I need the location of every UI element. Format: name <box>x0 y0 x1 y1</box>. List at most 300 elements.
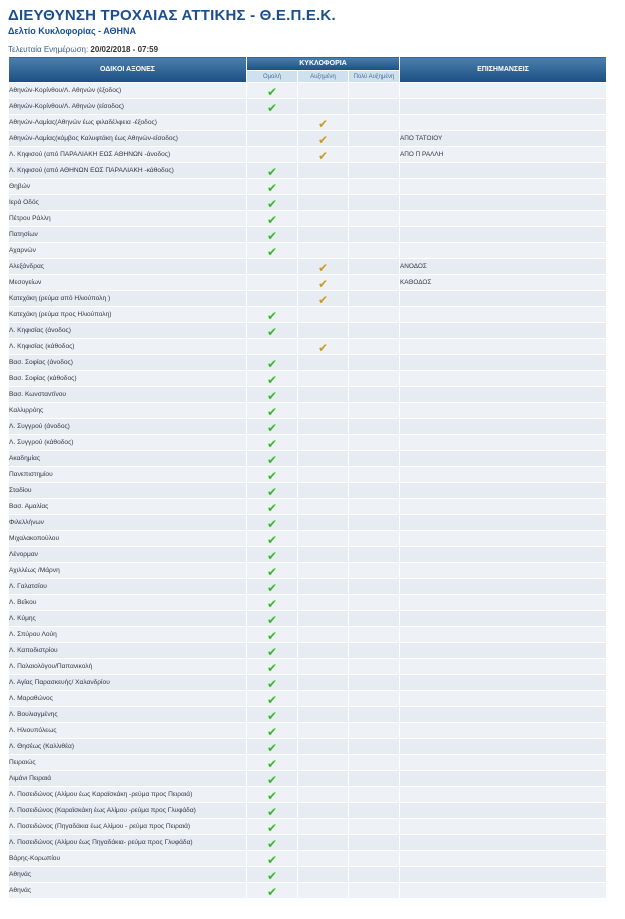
table-row <box>9 131 607 147</box>
traffic-cell-normal <box>247 115 298 131</box>
traffic-cell-increased <box>298 883 349 899</box>
remark <box>400 739 607 755</box>
checkmark-icon: ✔ <box>266 308 278 323</box>
remark: ΚΑΘΟΔΟΣ <box>400 275 607 291</box>
remark <box>400 83 607 99</box>
remark <box>400 563 607 579</box>
checkmark-icon: ✔ <box>266 548 278 563</box>
traffic-cell-very-increased <box>349 291 400 307</box>
remark <box>400 643 607 659</box>
traffic-cell-increased <box>298 771 349 787</box>
table-row <box>9 291 607 307</box>
remark <box>400 387 607 403</box>
road-name: Βασ. Αμαλίας <box>9 499 247 515</box>
traffic-cell-normal <box>247 611 298 627</box>
remark <box>400 771 607 787</box>
checkmark-icon: ✔ <box>266 452 278 467</box>
column-header-traffic: ΚΥΚΛΟΦΟΡΙΑ <box>247 57 400 71</box>
table-row <box>9 531 607 547</box>
table-row <box>9 643 607 659</box>
traffic-cell-very-increased <box>349 867 400 883</box>
traffic-cell-increased <box>298 259 349 275</box>
traffic-cell-normal <box>247 339 298 355</box>
traffic-cell-normal <box>247 179 298 195</box>
checkmark-icon: ✔ <box>266 884 278 899</box>
traffic-cell-normal <box>247 291 298 307</box>
traffic-cell-very-increased <box>349 691 400 707</box>
road-name: Μιχαλακοπούλου <box>9 531 247 547</box>
remark <box>400 227 607 243</box>
remark <box>400 547 607 563</box>
traffic-cell-very-increased <box>349 403 400 419</box>
checkmark-icon: ✔ <box>266 788 278 803</box>
road-name: Αθηνάς <box>9 883 247 899</box>
checkmark-icon: ✔ <box>266 580 278 595</box>
traffic-cell-increased <box>298 323 349 339</box>
checkmark-icon: ✔ <box>266 164 278 179</box>
traffic-cell-increased <box>298 83 349 99</box>
table-row <box>9 851 607 867</box>
traffic-cell-increased <box>298 611 349 627</box>
traffic-cell-very-increased <box>349 259 400 275</box>
table-row <box>9 515 607 531</box>
checkmark-icon: ✔ <box>266 756 278 771</box>
road-name: Αθηνάς <box>9 867 247 883</box>
traffic-cell-very-increased <box>349 147 400 163</box>
table-row <box>9 307 607 323</box>
road-name: Λ. Κύμης <box>9 611 247 627</box>
checkmark-icon: ✔ <box>266 180 278 195</box>
road-name: Λ. Ποσειδώνος (Αλίμου έως Πηγαδάκια- ρεύμα προς Γλυφάδα) <box>9 835 247 851</box>
traffic-cell-increased <box>298 195 349 211</box>
traffic-cell-very-increased <box>349 419 400 435</box>
traffic-cell-normal <box>247 675 298 691</box>
column-header-remarks: ΕΠΙΣΗΜΑΝΣΕΙΣ <box>400 57 607 83</box>
checkmark-icon: ✔ <box>317 132 329 147</box>
traffic-cell-very-increased <box>349 83 400 99</box>
remark <box>400 371 607 387</box>
traffic-cell-normal <box>247 659 298 675</box>
traffic-cell-normal <box>247 99 298 115</box>
checkmark-icon: ✔ <box>266 628 278 643</box>
traffic-cell-very-increased <box>349 227 400 243</box>
checkmark-icon: ✔ <box>317 116 329 131</box>
column-header-roads: ΟΔΙΚΟΙ ΑΞΟΝΕΣ <box>9 57 247 83</box>
checkmark-icon: ✔ <box>266 212 278 227</box>
checkmark-icon: ✔ <box>266 852 278 867</box>
road-name: Βασ. Σοφίας (άνοδος) <box>9 355 247 371</box>
table-row <box>9 499 607 515</box>
traffic-cell-very-increased <box>349 387 400 403</box>
road-name: Λ. Ποσειδώνος (Καραϊσκάκη έως Αλίμου -ρεύμα προς Γλυφάδα) <box>9 803 247 819</box>
traffic-cell-normal <box>247 403 298 419</box>
traffic-cell-very-increased <box>349 739 400 755</box>
checkmark-icon: ✔ <box>317 148 329 163</box>
traffic-cell-very-increased <box>349 755 400 771</box>
remark <box>400 451 607 467</box>
table-row <box>9 787 607 803</box>
table-row <box>9 835 607 851</box>
remark <box>400 163 607 179</box>
table-row <box>9 755 607 771</box>
traffic-cell-increased <box>298 163 349 179</box>
remark <box>400 819 607 835</box>
traffic-cell-normal <box>247 467 298 483</box>
checkmark-icon: ✔ <box>266 660 278 675</box>
traffic-cell-very-increased <box>349 307 400 323</box>
traffic-cell-increased <box>298 531 349 547</box>
traffic-cell-normal <box>247 771 298 787</box>
traffic-cell-normal <box>247 739 298 755</box>
road-name: Κατεχάκη (ρεύμα προς Ηλιούπολη) <box>9 307 247 323</box>
table-row <box>9 739 607 755</box>
page-subtitle: Δελτίο Κυκλοφορίας - ΑΘΗΝΑ <box>8 26 137 36</box>
traffic-cell-normal <box>247 419 298 435</box>
traffic-cell-very-increased <box>349 611 400 627</box>
table-row <box>9 419 607 435</box>
traffic-cell-very-increased <box>349 579 400 595</box>
checkmark-icon: ✔ <box>266 564 278 579</box>
traffic-cell-very-increased <box>349 675 400 691</box>
remark <box>400 515 607 531</box>
traffic-cell-increased <box>298 787 349 803</box>
traffic-cell-normal <box>247 563 298 579</box>
traffic-cell-increased <box>298 851 349 867</box>
traffic-cell-normal <box>247 483 298 499</box>
traffic-cell-very-increased <box>349 115 400 131</box>
traffic-cell-increased <box>298 419 349 435</box>
traffic-cell-very-increased <box>349 835 400 851</box>
table-row <box>9 243 607 259</box>
table-row <box>9 611 607 627</box>
traffic-cell-normal <box>247 835 298 851</box>
subheader-normal: Ομαλή <box>247 71 298 83</box>
traffic-cell-increased <box>298 403 349 419</box>
remark <box>400 419 607 435</box>
traffic-cell-increased <box>298 115 349 131</box>
road-name: Βασ. Κωνσταντίνου <box>9 387 247 403</box>
remark <box>400 691 607 707</box>
road-name: Λ. Κηφισού (από ΠΑΡΑΛΙΑΚΗ ΕΩΣ ΑΘΗΝΩΝ -άνοδος) <box>9 147 247 163</box>
road-name: Πειραιώς <box>9 755 247 771</box>
checkmark-icon: ✔ <box>266 468 278 483</box>
traffic-cell-increased <box>298 579 349 595</box>
remark <box>400 707 607 723</box>
traffic-cell-normal <box>247 803 298 819</box>
checkmark-icon: ✔ <box>266 644 278 659</box>
traffic-cell-normal <box>247 867 298 883</box>
traffic-cell-normal <box>247 851 298 867</box>
traffic-cell-increased <box>298 867 349 883</box>
road-name: Αχαρνών <box>9 243 247 259</box>
table-row <box>9 179 607 195</box>
remark <box>400 323 607 339</box>
table-row <box>9 579 607 595</box>
traffic-cell-increased <box>298 563 349 579</box>
traffic-cell-normal <box>247 323 298 339</box>
traffic-cell-very-increased <box>349 627 400 643</box>
traffic-cell-increased <box>298 739 349 755</box>
remark <box>400 659 607 675</box>
page-title: ΔΙΕΥΘΥΝΣΗ ΤΡΟΧΑΙΑΣ ΑΤΤΙΚΗΣ - Θ.Ε.Π.Ε.Κ. <box>8 7 336 24</box>
table-row <box>9 547 607 563</box>
road-name: Λ. Κηφισίας (άνοδος) <box>9 323 247 339</box>
table-row <box>9 627 607 643</box>
remark <box>400 483 607 499</box>
remark <box>400 755 607 771</box>
road-name: Αθηνών-Λαμίας(Αθηνών έως φιλαδέλφεια -έξοδος) <box>9 115 247 131</box>
road-name: Λ. Συγγρού (άνοδος) <box>9 419 247 435</box>
checkmark-icon: ✔ <box>266 356 278 371</box>
checkmark-icon: ✔ <box>266 820 278 835</box>
traffic-cell-normal <box>247 163 298 179</box>
traffic-cell-increased <box>298 435 349 451</box>
traffic-cell-very-increased <box>349 467 400 483</box>
checkmark-icon: ✔ <box>266 244 278 259</box>
traffic-cell-normal <box>247 707 298 723</box>
road-name: Λένορμαν <box>9 547 247 563</box>
traffic-cell-very-increased <box>349 723 400 739</box>
traffic-cell-normal <box>247 819 298 835</box>
subheader-very-increased: Πολύ Αυξημένη <box>349 71 400 83</box>
traffic-cell-very-increased <box>349 243 400 259</box>
table-row <box>9 195 607 211</box>
last-updated <box>8 45 158 54</box>
checkmark-icon: ✔ <box>266 836 278 851</box>
remark <box>400 403 607 419</box>
checkmark-icon: ✔ <box>266 100 278 115</box>
road-name: Κατεχάκη (ρεύμα από Ηλιούπολη ) <box>9 291 247 307</box>
remark <box>400 787 607 803</box>
checkmark-icon: ✔ <box>266 372 278 387</box>
traffic-cell-very-increased <box>349 163 400 179</box>
remark <box>400 355 607 371</box>
traffic-cell-increased <box>298 595 349 611</box>
table-row <box>9 387 607 403</box>
traffic-cell-increased <box>298 755 349 771</box>
traffic-cell-increased <box>298 371 349 387</box>
table-body <box>9 83 607 899</box>
table-row <box>9 115 607 131</box>
road-name: Πανεπιστημίου <box>9 467 247 483</box>
table-row <box>9 147 607 163</box>
table-row <box>9 403 607 419</box>
table-row <box>9 339 607 355</box>
road-name: Πατησίων <box>9 227 247 243</box>
traffic-cell-very-increased <box>349 323 400 339</box>
table-row <box>9 803 607 819</box>
traffic-cell-very-increased <box>349 451 400 467</box>
road-name: Μεσογείων <box>9 275 247 291</box>
checkmark-icon: ✔ <box>317 276 329 291</box>
checkmark-icon: ✔ <box>266 420 278 435</box>
checkmark-icon: ✔ <box>266 612 278 627</box>
road-name: Λ. Αγίας Παρασκευής/ Χαλανδρίου <box>9 675 247 691</box>
table-row <box>9 83 607 99</box>
road-name: Λ. Σπύρου Λούη <box>9 627 247 643</box>
traffic-cell-normal <box>247 787 298 803</box>
traffic-cell-very-increased <box>349 371 400 387</box>
remark <box>400 803 607 819</box>
remark <box>400 179 607 195</box>
traffic-cell-increased <box>298 467 349 483</box>
traffic-cell-increased <box>298 451 349 467</box>
traffic-cell-normal <box>247 211 298 227</box>
remark <box>400 195 607 211</box>
remark: ΑΠΟ ΤΑΤΟΙΟΥ <box>400 131 607 147</box>
traffic-cell-normal <box>247 275 298 291</box>
traffic-cell-increased <box>298 723 349 739</box>
traffic-cell-very-increased <box>349 883 400 899</box>
road-name: Ιερά Οδός <box>9 195 247 211</box>
traffic-cell-very-increased <box>349 659 400 675</box>
traffic-cell-increased <box>298 675 349 691</box>
checkmark-icon: ✔ <box>266 772 278 787</box>
last-updated-label: Τελευταία Ενημέρωση: <box>8 45 89 54</box>
traffic-cell-very-increased <box>349 131 400 147</box>
road-name: Πέτρου Ράλλη <box>9 211 247 227</box>
traffic-cell-increased <box>298 307 349 323</box>
traffic-cell-very-increased <box>349 99 400 115</box>
checkmark-icon: ✔ <box>266 516 278 531</box>
traffic-cell-very-increased <box>349 275 400 291</box>
checkmark-icon: ✔ <box>266 324 278 339</box>
traffic-cell-normal <box>247 755 298 771</box>
traffic-cell-normal <box>247 355 298 371</box>
table-row <box>9 371 607 387</box>
traffic-cell-normal <box>247 451 298 467</box>
traffic-cell-increased <box>298 387 349 403</box>
traffic-cell-very-increased <box>349 595 400 611</box>
checkmark-icon: ✔ <box>266 84 278 99</box>
road-name: Αθηνών-Κορίνθου/Λ. Αθηνών (έξοδος) <box>9 83 247 99</box>
traffic-cell-normal <box>247 371 298 387</box>
traffic-cell-normal <box>247 547 298 563</box>
traffic-cell-very-increased <box>349 515 400 531</box>
table-row <box>9 355 607 371</box>
checkmark-icon: ✔ <box>266 388 278 403</box>
traffic-cell-normal <box>247 723 298 739</box>
traffic-cell-normal <box>247 627 298 643</box>
checkmark-icon: ✔ <box>266 708 278 723</box>
remark <box>400 243 607 259</box>
traffic-cell-increased <box>298 515 349 531</box>
road-name: Φιλελλήνων <box>9 515 247 531</box>
traffic-cell-increased <box>298 643 349 659</box>
remark <box>400 867 607 883</box>
remark <box>400 675 607 691</box>
traffic-cell-increased <box>298 627 349 643</box>
traffic-cell-increased <box>298 211 349 227</box>
traffic-table <box>8 56 607 899</box>
traffic-cell-increased <box>298 707 349 723</box>
checkmark-icon: ✔ <box>266 436 278 451</box>
checkmark-icon: ✔ <box>266 596 278 611</box>
traffic-cell-normal <box>247 243 298 259</box>
traffic-cell-normal <box>247 83 298 99</box>
checkmark-icon: ✔ <box>317 292 329 307</box>
traffic-cell-normal <box>247 195 298 211</box>
traffic-cell-very-increased <box>349 179 400 195</box>
traffic-cell-very-increased <box>349 771 400 787</box>
road-name: Λ. Γαλατσίου <box>9 579 247 595</box>
checkmark-icon: ✔ <box>266 484 278 499</box>
table-row <box>9 723 607 739</box>
table-row <box>9 771 607 787</box>
traffic-cell-increased <box>298 355 349 371</box>
traffic-cell-very-increased <box>349 211 400 227</box>
road-name: Λ. Θησέως (Καλλιθέα) <box>9 739 247 755</box>
traffic-cell-increased <box>298 227 349 243</box>
checkmark-icon: ✔ <box>266 676 278 691</box>
last-updated-value: 20/02/2018 - 07:59 <box>90 45 159 54</box>
road-name: Καλλιρρόης <box>9 403 247 419</box>
table-row <box>9 451 607 467</box>
road-name: Λ. Βουλιαγμένης <box>9 707 247 723</box>
traffic-cell-increased <box>298 291 349 307</box>
table-row <box>9 211 607 227</box>
remark <box>400 435 607 451</box>
traffic-cell-normal <box>247 147 298 163</box>
table-row <box>9 595 607 611</box>
traffic-cell-increased <box>298 179 349 195</box>
checkmark-icon: ✔ <box>266 692 278 707</box>
road-name: Αχιλλέως /Μάρνη <box>9 563 247 579</box>
traffic-cell-increased <box>298 147 349 163</box>
road-name: Λ. Συγγρού (κάθοδος) <box>9 435 247 451</box>
traffic-cell-normal <box>247 307 298 323</box>
traffic-cell-normal <box>247 227 298 243</box>
table-row <box>9 867 607 883</box>
remark <box>400 467 607 483</box>
checkmark-icon: ✔ <box>266 724 278 739</box>
road-name: Αλεξάνδρας <box>9 259 247 275</box>
remark <box>400 595 607 611</box>
checkmark-icon: ✔ <box>266 404 278 419</box>
table-row <box>9 227 607 243</box>
traffic-cell-normal <box>247 579 298 595</box>
road-name: Σταδίου <box>9 483 247 499</box>
table-row <box>9 259 607 275</box>
table-row <box>9 883 607 899</box>
traffic-cell-increased <box>298 835 349 851</box>
table-row <box>9 467 607 483</box>
traffic-cell-very-increased <box>349 803 400 819</box>
remark <box>400 627 607 643</box>
road-name: Αθηνών-Λαμίας(κόμβος Καλυφτάκη έως Αθηνών-είσοδος) <box>9 131 247 147</box>
traffic-cell-very-increased <box>349 707 400 723</box>
checkmark-icon: ✔ <box>266 196 278 211</box>
remark <box>400 883 607 899</box>
traffic-cell-very-increased <box>349 547 400 563</box>
traffic-cell-normal <box>247 499 298 515</box>
traffic-cell-normal <box>247 259 298 275</box>
remark <box>400 611 607 627</box>
traffic-cell-very-increased <box>349 499 400 515</box>
traffic-cell-very-increased <box>349 819 400 835</box>
road-name: Λ. Κηφισού (από ΑΘΗΝΩΝ ΕΩΣ ΠΑΡΑΛΙΑΚΗ -κάθοδος) <box>9 163 247 179</box>
traffic-cell-very-increased <box>349 643 400 659</box>
checkmark-icon: ✔ <box>317 340 329 355</box>
traffic-cell-increased <box>298 659 349 675</box>
traffic-cell-increased <box>298 275 349 291</box>
traffic-cell-very-increased <box>349 531 400 547</box>
remark: ΑΝΟΔΟΣ <box>400 259 607 275</box>
road-name: Λ. Ηλιουπόλεως <box>9 723 247 739</box>
checkmark-icon: ✔ <box>266 740 278 755</box>
traffic-cell-increased <box>298 131 349 147</box>
remark <box>400 499 607 515</box>
